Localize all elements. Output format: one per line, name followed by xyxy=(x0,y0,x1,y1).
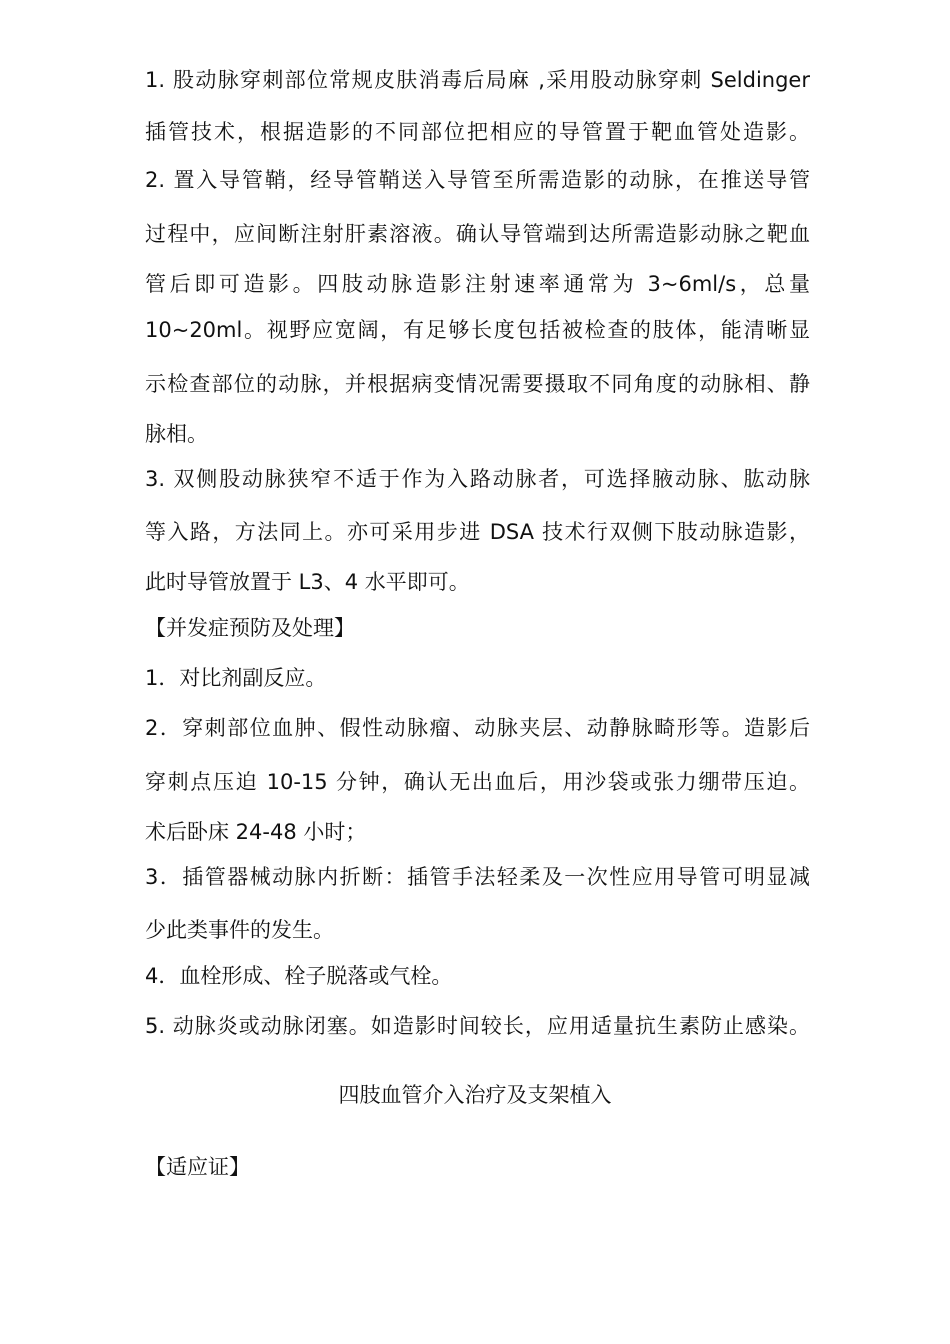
list-item: 5. 动脉炎或动脉闭塞。如造影时间较长，应用适量抗生素防止感染。 xyxy=(145,1014,810,1038)
text-line: 此时导管放置于 L3、4 水平即可。 xyxy=(145,570,470,594)
section-title: 四肢血管介入治疗及支架植入 xyxy=(338,1083,612,1107)
list-item: 1．对比剂副反应。 xyxy=(145,666,327,690)
section-heading-indications: 【适应证】 xyxy=(145,1155,250,1179)
text-line: 穿刺点压迫 10-15 分钟，确认无出血后，用沙袋或张力绷带压迫。 xyxy=(145,770,810,794)
text-line: 10~20ml。视野应宽阔，有足够长度包括被检查的肢体，能清晰显 xyxy=(145,318,810,342)
text-line: 管后即可造影。四肢动脉造影注射速率通常为 3~6ml/s，总量 xyxy=(145,272,810,296)
text-line: 3. 双侧股动脉狭窄不适于作为入路动脉者，可选择腋动脉、肱动脉 xyxy=(145,467,810,491)
text-line: 插管技术，根据造影的不同部位把相应的导管置于靶血管处造影。 xyxy=(145,120,810,144)
text-line: 脉相。 xyxy=(145,422,208,446)
text-line: 术后卧床 24-48 小时； xyxy=(145,820,367,844)
text-line: 等入路，方法同上。亦可采用步进 DSA 技术行双侧下肢动脉造影， xyxy=(145,520,810,544)
text-line: 示检查部位的动脉，并根据病变情况需要摄取不同角度的动脉相、静 xyxy=(145,372,810,396)
list-item: 2．穿刺部位血肿、假性动脉瘤、动脉夹层、动静脉畸形等。造影后 xyxy=(145,716,810,740)
list-item: 4．血栓形成、栓子脱落或气栓。 xyxy=(145,964,453,988)
text-line: 过程中，应间断注射肝素溶液。确认导管端到达所需造影动脉之靶血 xyxy=(145,222,810,246)
section-heading-complications: 【并发症预防及处理】 xyxy=(145,616,355,640)
text-line: 1. 股动脉穿刺部位常规皮肤消毒后局麻 ,采用股动脉穿刺 Seldinger xyxy=(145,68,810,92)
text-line: 2. 置入导管鞘，经导管鞘送入导管至所需造影的动脉，在推送导管 xyxy=(145,168,810,192)
text-line: 少此类事件的发生。 xyxy=(145,918,334,942)
list-item: 3．插管器械动脉内折断：插管手法轻柔及一次性应用导管可明显减 xyxy=(145,865,810,889)
